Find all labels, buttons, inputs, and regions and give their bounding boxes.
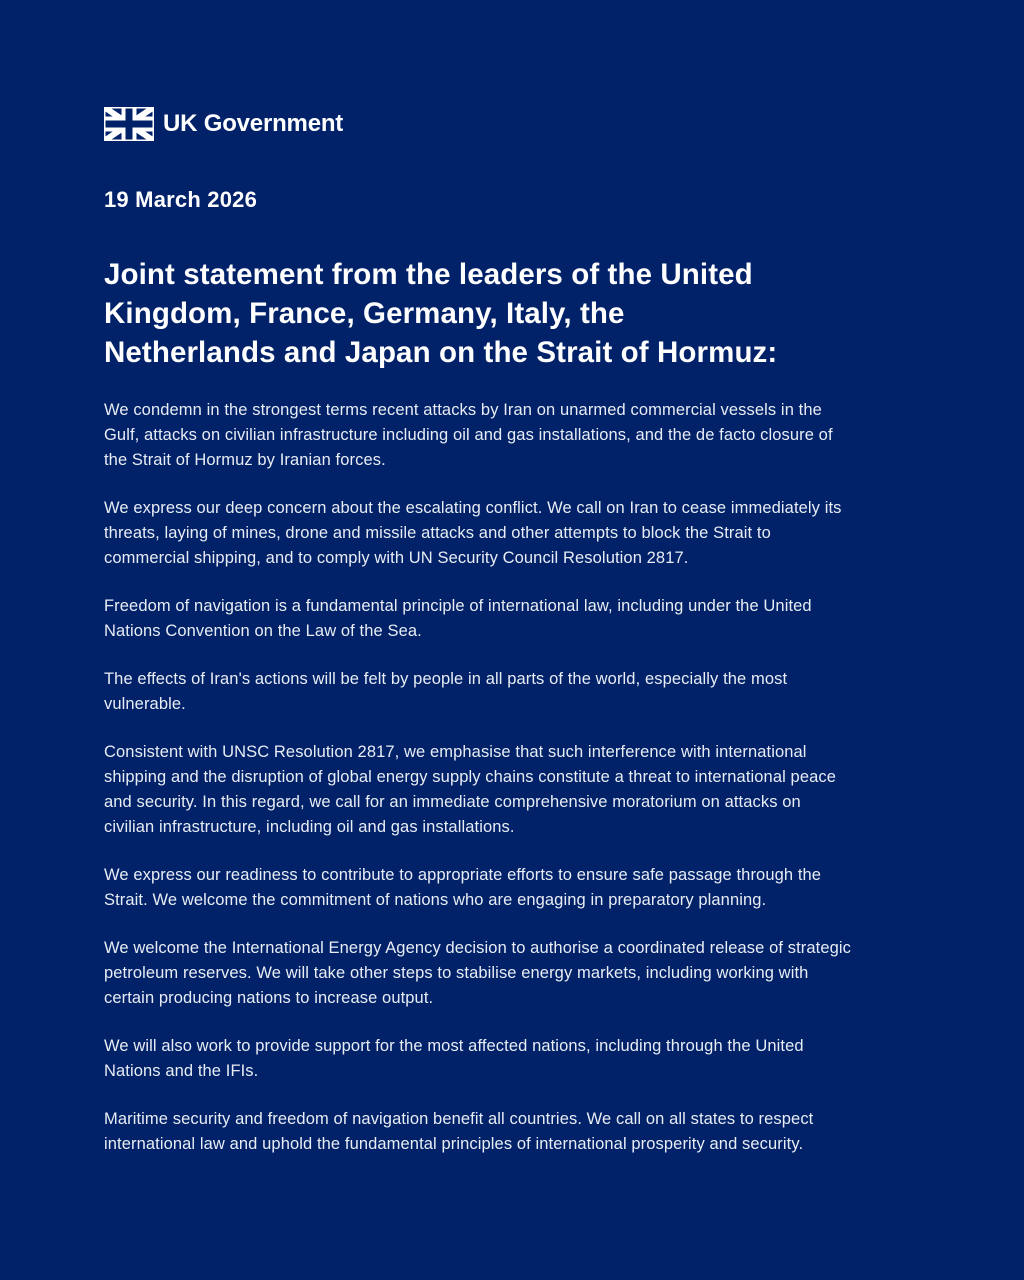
uk-government-logo: [104, 107, 852, 141]
logo-wordmark: UK Government: [163, 110, 344, 137]
paragraph-iea-release: We welcome the International Energy Agency decision to authorise a coordinated release of strategic petroleum reserves. We will take other steps to stabilise energy markets, including working with certain producing nations to increase output.: [104, 939, 852, 1007]
union-jack-flag-icon: [104, 107, 154, 141]
title-line-1: Joint statement from the leaders of the United: [104, 258, 753, 291]
paragraph-deep-concern: We express our deep concern about the escalating conflict. We call on Iran to cease immediately its threats, laying of mines, drone and missile attacks and other attempts to block the Strait to commercial shipping, and to comply with UN Security Council Resolution 2817.: [104, 499, 842, 567]
paragraph-freedom-of-navigation: Freedom of navigation is a fundamental principle of international law, including under the United Nations Convention on the Law of the Sea.: [104, 597, 812, 640]
paragraph-readiness: We express our readiness to contribute to appropriate efforts to ensure safe passage through the Strait. We welcome the commitment of nations who are engaging in preparatory planning.: [104, 866, 822, 909]
paragraph-unsc-resolution: Consistent with UNSC Resolution 2817, we emphasise that such interference with international shipping and the disruption of global energy supply chains constitute a threat to international peace and security. In this regard, we call for an immediate comprehensive moratorium on attacks on civilian infrastructure, including oil and gas installations.: [104, 743, 836, 836]
paragraph-maritime-security: Maritime security and freedom of navigation benefit all countries. We call on all states to respect international law and uphold the fundamental principles of international prosperity and security.: [104, 1110, 814, 1153]
statement-content: [104, 107, 852, 1157]
statement-body: [104, 398, 852, 1157]
title-line-2: Kingdom, France, Germany, Italy, the: [104, 297, 625, 330]
statement-date: 19 March 2026: [104, 187, 258, 212]
paragraph-effects: The effects of Iran's actions will be felt by people in all parts of the world, especially the most vulnerable.: [104, 670, 788, 713]
statement-title: [104, 255, 852, 372]
title-line-3: Netherlands and Japan on the Strait of Hormuz:: [104, 336, 778, 369]
paragraph-condemnation: We condemn in the strongest terms recent attacks by Iran on unarmed commercial vessels in the Gulf, attacks on civilian infrastructure including oil and gas installations, and the de facto closure of the Strait of Hormuz by Iranian forces.: [104, 401, 833, 469]
paragraph-support-nations: We will also work to provide support for the most affected nations, including through the United Nations and the IFIs.: [104, 1037, 804, 1080]
